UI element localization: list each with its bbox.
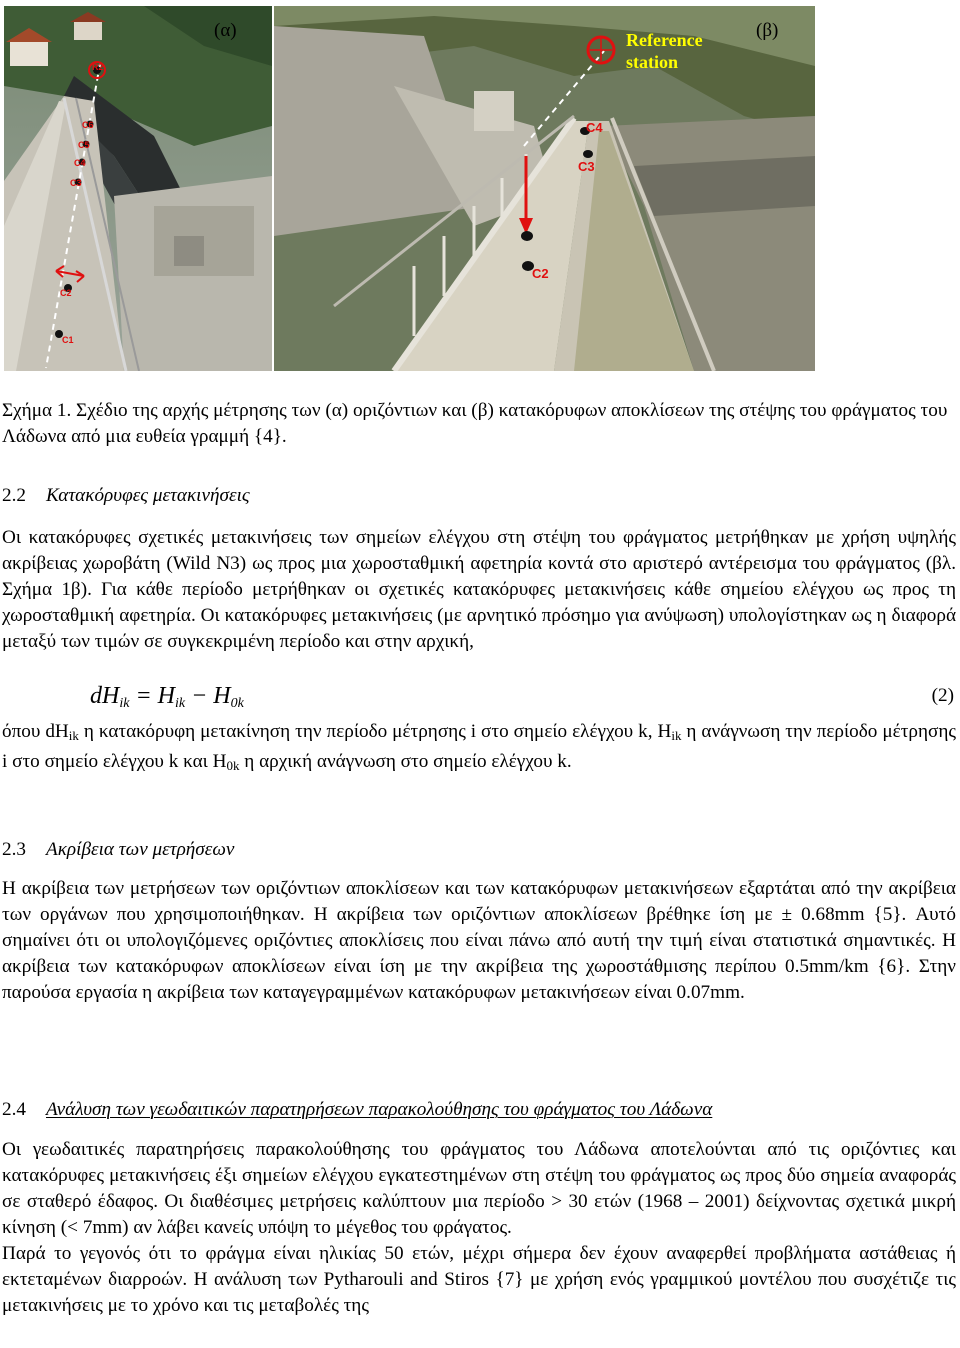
marker-label-c3: C3 [70,178,82,188]
section-heading-2-4 [2,1097,712,1123]
paragraph-text: Οι κατακόρυφες σχετικές μετακινήσεις των σημείων ελέγχου στη στέψη του φράγματος μετρήθηκαν με χρήση υψηλής ακρίβειας χωροβάτη (Wild N3) ως προς μια χωροσταθμική αφετηρία κοντά στο αριστερό αντέρεισμα του φράγματος (βλ. Σχήμα 1β). Για κάθε περίοδο μετρήθηκαν οι σχετικές κατακόρυφες μετακινήσεις κάθε σημείου ελέγχου ως προς τη χωροσταθμική αφετηρία. Οι κατακόρυφες μετακινήσεις (με αρνητικό πρόσημο για ανύψωση) υπολογίστηκαν ως η διαφορά μεταξύ των τιμών σε συγκεκριμένη περίοδο και στην αρχική, [2,527,956,652]
where-part-3: η ανάγνωση την περίοδο μέτρησης i στο σημείο ελέγχου k και H [2,721,956,772]
panel-label-b: (β) [756,20,779,41]
equation-number: (2) [931,685,954,706]
paragraph-text-1: Οι γεωδαιτικές παρατηρήσεις παρακολούθησης του φράγματος του Λάδωνα αποτελούνται από τις οριζόντιες και κατακόρυφες μετακινήσεις έξι σημείων ελέγχου εγκατεστημένων στη στέψη του φράγματος ως προς δύο σημεία αναφοράς σε σταθερό έδαφος. Οι διαθέσιμες μετρήσεις καλύπτουν μια περίοδο > 30 ετών (1968 – 2001) δείχνοντας σχετικά μικρή κίνηση (< 7mm) αν λάβει κανείς υπόψη το μέγεθος του φράγατος. [2,1139,956,1238]
where-part-4: η αρχική ανάγνωση στο σημείο ελέγχου k. [239,751,572,772]
photo-horizontal-deviation [4,6,272,371]
section-2-3-paragraph [2,876,956,1006]
marker-label-c4: C4 [74,158,86,168]
eq-h0-sub: 0k [230,696,244,711]
where-part-2: η κατακόρυφη μετακίνηση την περίοδο μέτρησης i στο σημείο ελέγχου k, H [78,721,672,742]
marker-label-b-c4: C4 [586,120,603,135]
marker-label-c2: C2 [60,288,72,298]
where-sub-1: ik [68,728,79,743]
marker-label-c5: C5 [78,140,90,150]
eq-h-sub: ik [174,696,186,711]
section-number: 2.4 [2,1099,26,1120]
marker-label-r2: R2 [92,62,104,72]
photo-vertical-displacement [274,6,815,371]
photo-a-drawing [4,6,272,371]
eq-minus-h: − H [185,683,231,709]
section-number: 2.2 [2,485,26,506]
section-title: Κατακόρυφες μετακινήσεις [46,485,250,506]
section-2-2-paragraph [2,525,956,655]
reference-station-label: Reference station [626,30,703,72]
marker-label-c1: C1 [62,335,74,345]
eq-equals-h: = H [129,683,175,709]
marker-label-b-c3: C3 [578,159,595,174]
equation-explanation [2,719,956,779]
section-2-4-paragraphs [2,1137,956,1319]
figure-1 [0,0,960,380]
section-title: Ανάλυση των γεωδαιτικών παρατηρήσεων παρακολούθησης του φράγματος του Λάδωνα [46,1099,713,1120]
section-heading-2-3 [2,837,234,863]
marker-label-c6: C6 [82,120,94,130]
section-heading-2-2 [2,483,250,509]
paragraph-text-2: Παρά το γεγονός ότι το φράγμα είναι ηλικίας 50 ετών, μέχρι σήμερα δεν έχουν αναφερθεί προβλήματα αστάθειας ή εκτεταμένων διαρροών. Η ανάλυση των Pytharouli and Stiros {7} με χρήση ενός γραμμικού μοντέλου που συσχέτιζε τις μετακινήσεις με το χρόνο και τις μεταβολές της [2,1243,956,1316]
equation-body [90,683,244,712]
where-sub-2: ik [671,728,682,743]
where-sub-3: 0k [226,758,240,773]
where-part-1: όπου dH [2,721,69,742]
section-title: Ακρίβεια των μετρήσεων [46,839,235,860]
marker-label-b-c2: C2 [532,266,549,281]
section-number: 2.3 [2,839,26,860]
explanation-text [2,719,956,779]
eq-dh: dH [90,683,120,709]
photo-b-drawing [274,6,815,371]
figure-caption: Σχήμα 1. Σχέδιο της αρχής μέτρησης των (α) οριζόντιων και (β) κατακόρυφων αποκλίσεων της στέψης του φράγματος του Λάδωνα από μια ευθεία γραμμή {4}. [2,400,948,447]
panel-label-a: (α) [214,20,237,41]
eq-dh-sub: ik [119,696,130,711]
paragraph-text: Η ακρίβεια των μετρήσεων των οριζόντιων αποκλίσεων και των κατακόρυφων μετακινήσεων εξαρτάται από την ακρίβεια των οργάνων που χρησιμοποιήθηκαν. Η ακρίβεια των οριζόντιων αποκλίσεων βρέθηκε ίση με ± 0.68mm {5}. Αυτό σημαίνει ότι οι υπολογιζόμενες οριζόντιες αποκλίσεις που είναι πάνω από αυτή την τιμή είναι στατιστικά σημαντικές. Η ακρίβεια των κατακόρυφων αποκλίσεων είναι ίση με την ακρίβεια της χωροστάθμισης περίπου 0.5mm/km {6}. Στην παρούσα εργασία η ακρίβεια των καταγεγραμμένων κατακόρυφων μετακινήσεων είναι 0.07mm. [2,878,956,1003]
equation-2 [0,683,960,713]
